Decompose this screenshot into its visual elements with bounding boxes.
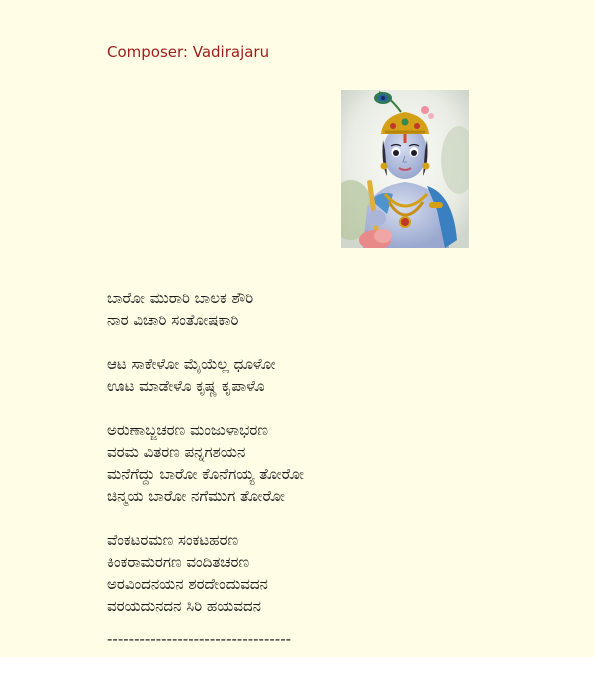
stanza-4 [107,529,304,617]
lyric-line: ನಾರ ವಿಚಾರಿ ಸಂತೋಷಕಾರಿ [107,311,239,329]
lyric-line: ಆಟ ಸಾಕೇಳೋ ಮೈಯೆಲ್ಲ ಧೂಳೋ [107,355,276,373]
lyric-line: ವೆಂಕಟರಮಣ ಸಂಕಟಹರಣ [107,531,239,549]
krishna-image [341,90,469,248]
stanza-3 [107,419,304,507]
lyrics [107,287,304,639]
lyric-line: ಕಿಂಕರಾಮರಗಣ ವಂದಿತಚರಣ [107,553,250,571]
stanza-1 [107,287,304,331]
lyric-line: ಅರವಿಂದನಯನ ಶರದೇಂದುವದನ [107,575,268,593]
lyric-line: ವರಯದುನದನ ಸಿರಿ ಹಯವದನ [107,597,262,615]
krishna-illustration [341,90,469,248]
composer-heading: Composer: Vadirajaru [107,43,270,61]
lyric-line: ಊಟ ಮಾಡೇಳೊ ಕೃಷ್ಣ ಕೃಪಾಳೊ [107,377,265,395]
lyric-line: ಮನೆಗೆದ್ದು ಬಾರೋ ಕೊನೆಗಯ್ಯ ತೋರೋ [107,465,304,483]
stanza-2 [107,353,304,397]
lyric-line: ವರಮ ವಿತರಣ ಪನ್ನಗಶಯನ [107,443,246,461]
lyric-line: ಚಿನ್ಮಯ ಬಾರೋ ನಗೆಮುಗ ತೋರೋ [107,487,285,505]
lyric-line: ಅರುಣಾಬ್ಜಚರಣ ಮಂಜುಳಾಭರಣ [107,421,268,439]
lyric-line: ಬಾರೋ ಮುರಾರಿ ಬಾಲಕ ಶೌರಿ [107,289,254,307]
separator-line: ---------------------------------- [107,630,292,648]
